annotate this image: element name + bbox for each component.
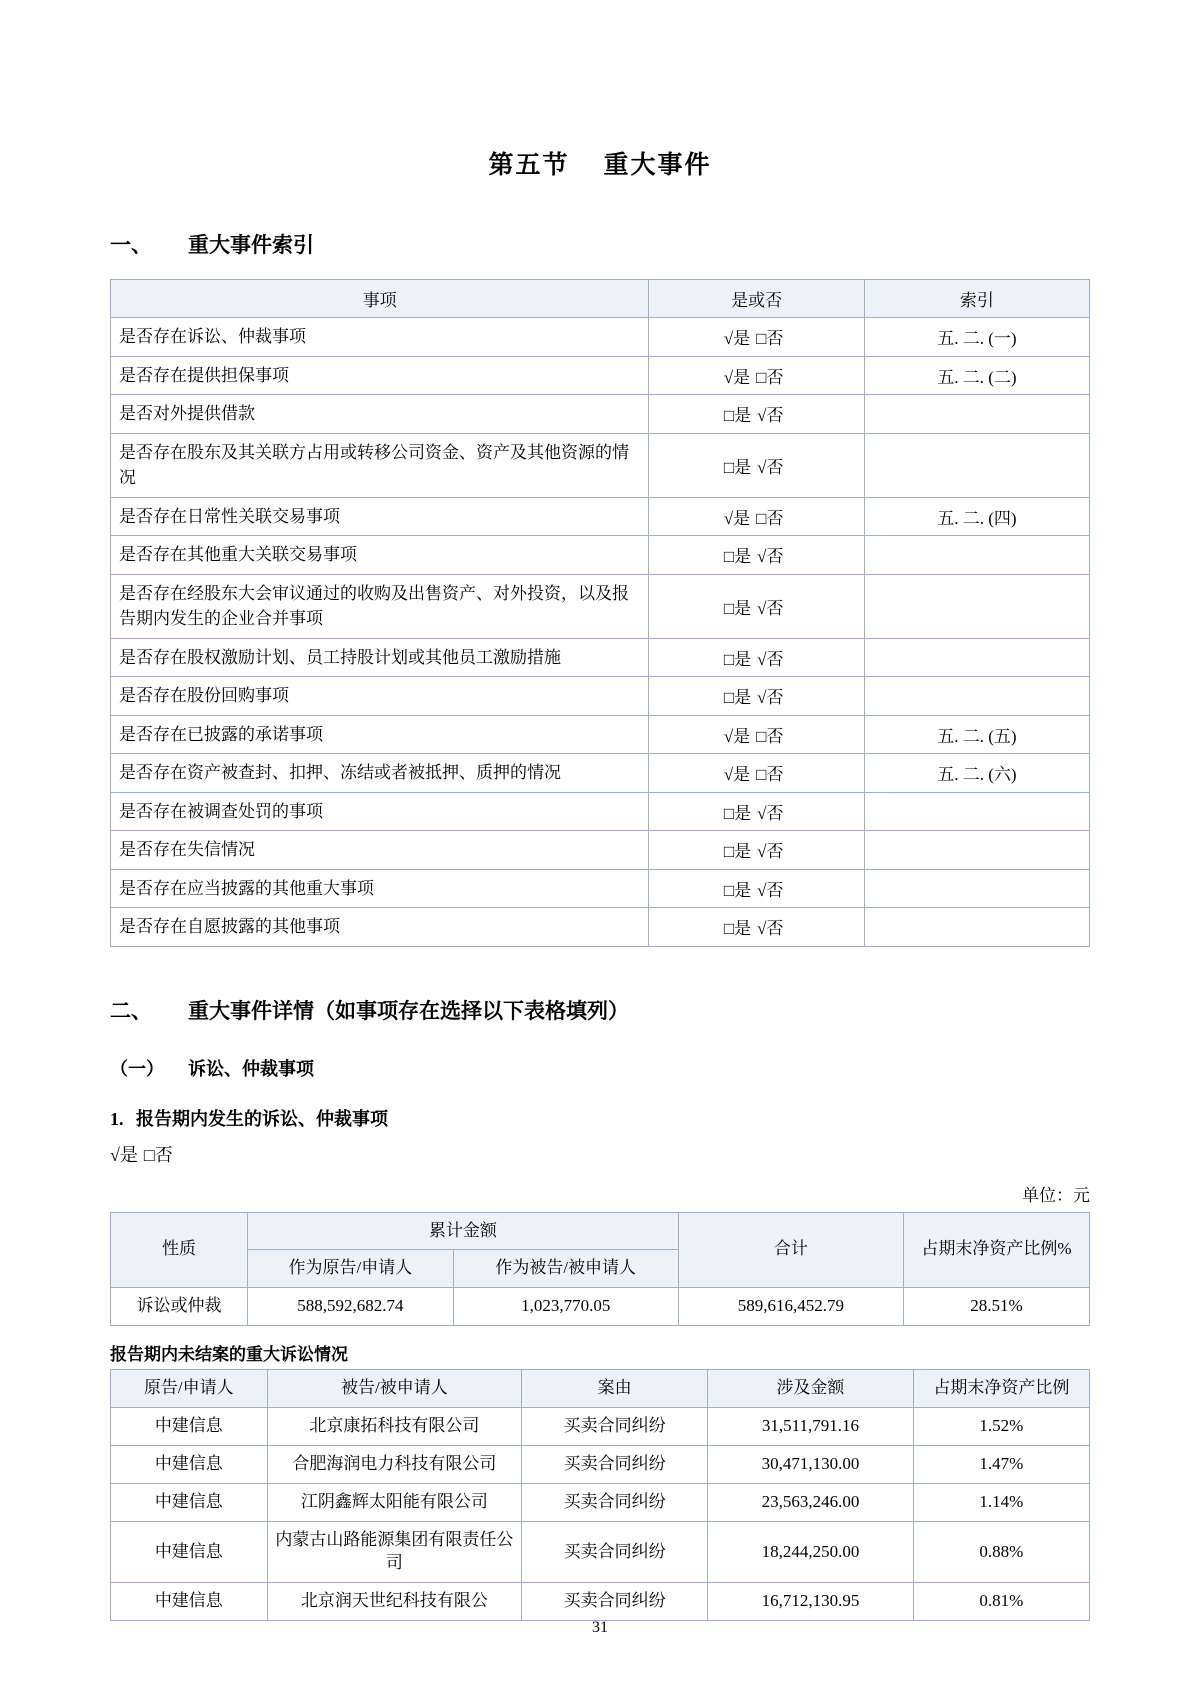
major-events-index-table: [110, 279, 1090, 947]
index-item-label: 是否存在已披露的承诺事项: [111, 715, 649, 754]
cell-cause: 买卖合同纠纷: [522, 1408, 708, 1446]
table-row: [111, 1288, 1090, 1326]
choice-no[interactable]: □否: [756, 508, 784, 528]
index-item-label: 是否存在应当披露的其他重大事项: [111, 869, 649, 908]
column-header-index: 索引: [864, 280, 1089, 318]
column-header-nature: 性质: [111, 1212, 248, 1288]
choice-yes[interactable]: □是: [723, 880, 752, 900]
choice-yes[interactable]: □是: [723, 688, 752, 708]
item-1-choice-row: [110, 1141, 1090, 1167]
subsection-1-title: 诉讼、仲裁事项: [188, 1058, 314, 1079]
choice-yes[interactable]: □是: [723, 842, 752, 862]
section-2-number: 二、: [110, 998, 152, 1023]
cell-total: 589,616,452.79: [678, 1288, 903, 1326]
choice-yes[interactable]: □是: [723, 803, 752, 823]
item-1-title: 报告期内发生的诉讼、仲裁事项: [136, 1108, 388, 1129]
choice-no[interactable]: √否: [757, 919, 784, 939]
table-row: [111, 908, 1090, 947]
cell-ratio: 0.88%: [913, 1522, 1089, 1583]
cell-nature: 诉讼或仲裁: [111, 1288, 248, 1326]
page-number: 31: [592, 1619, 608, 1636]
section-1-title: 重大事件索引: [188, 233, 314, 257]
index-item-reference: 五. 二. (二): [864, 356, 1089, 395]
index-item-choice: [649, 574, 864, 638]
index-item-reference: [864, 677, 1089, 716]
index-item-choice: [649, 677, 864, 716]
column-header-item: 事项: [111, 280, 649, 318]
index-item-label: 是否存在股权激励计划、员工持股计划或其他员工激励措施: [111, 638, 649, 677]
choice-no[interactable]: □否: [756, 765, 784, 785]
index-item-label: 是否存在股东及其关联方占用或转移公司资金、资产及其他资源的情况: [111, 433, 649, 497]
table-header-row: [111, 1370, 1090, 1408]
pending-litigation-table: [110, 1369, 1090, 1621]
choice-no[interactable]: □否: [143, 1144, 173, 1165]
choice-yes[interactable]: √是: [723, 726, 751, 746]
cell-ratio: 28.51%: [903, 1288, 1089, 1326]
index-item-choice: [649, 754, 864, 793]
index-item-choice: [649, 395, 864, 434]
index-item-reference: [864, 638, 1089, 677]
cell-ratio: 1.52%: [913, 1408, 1089, 1446]
cell-amount: 18,244,250.00: [708, 1522, 914, 1583]
cell-plaintiff: 中建信息: [111, 1408, 268, 1446]
choice-yes[interactable]: √是: [723, 508, 751, 528]
cell-amount: 30,471,130.00: [708, 1446, 914, 1484]
item-1-number: 1.: [110, 1108, 124, 1129]
index-item-label: 是否存在提供担保事项: [111, 356, 649, 395]
cell-cause: 买卖合同纠纷: [522, 1582, 708, 1620]
subsection-1-number: （一）: [110, 1058, 164, 1079]
choice-yes[interactable]: □是: [723, 919, 752, 939]
choice-yes[interactable]: □是: [723, 649, 752, 669]
table-row: [111, 1582, 1090, 1620]
cell-defendant: 北京润天世纪科技有限公: [267, 1582, 522, 1620]
index-item-reference: 五. 二. (六): [864, 754, 1089, 793]
table-row: [111, 1484, 1090, 1522]
cell-cause: 买卖合同纠纷: [522, 1446, 708, 1484]
choice-no[interactable]: √否: [757, 842, 784, 862]
choice-no[interactable]: √否: [757, 803, 784, 823]
page-title-main: 重大事件: [603, 152, 712, 179]
index-item-choice: [649, 638, 864, 677]
column-header-ratio: 占期末净资产比例: [913, 1370, 1089, 1408]
index-item-choice: [649, 433, 864, 497]
choice-no[interactable]: √否: [757, 406, 784, 426]
choice-yes[interactable]: √是: [723, 765, 751, 785]
column-header-amount: 涉及金额: [708, 1370, 914, 1408]
cell-cause: 买卖合同纠纷: [522, 1522, 708, 1583]
cell-plaintiff: 中建信息: [111, 1582, 268, 1620]
cell-plaintiff: 中建信息: [111, 1484, 268, 1522]
pending-litigation-title: 报告期内未结案的重大诉讼情况: [110, 1345, 348, 1365]
column-header-cause: 案由: [522, 1370, 708, 1408]
index-item-label: 是否存在其他重大关联交易事项: [111, 536, 649, 575]
cell-ratio: 1.14%: [913, 1484, 1089, 1522]
choice-no[interactable]: □否: [756, 367, 784, 387]
section-2-title: 重大事件详情（如事项存在选择以下表格填列）: [188, 998, 629, 1023]
cell-defendant: 北京康拓科技有限公司: [267, 1408, 522, 1446]
column-header-cumulative: 累计金额: [248, 1212, 679, 1250]
column-header-total: 合计: [678, 1212, 903, 1288]
index-item-choice: [649, 318, 864, 357]
choice-no[interactable]: √否: [757, 688, 784, 708]
choice-no[interactable]: □否: [756, 726, 784, 746]
choice-no[interactable]: □否: [756, 329, 784, 349]
index-item-label: 是否存在经股东大会审议通过的收购及出售资产、对外投资，以及报告期内发生的企业合并事项: [111, 574, 649, 638]
choice-yes[interactable]: √是: [723, 367, 751, 387]
column-header-defendant: 被告/被申请人: [267, 1370, 522, 1408]
choice-no[interactable]: √否: [757, 457, 784, 477]
cell-ratio: 0.81%: [913, 1582, 1089, 1620]
column-header-yesno: 是或否: [649, 280, 864, 318]
index-item-label: 是否对外提供借款: [111, 395, 649, 434]
choice-no[interactable]: √否: [757, 649, 784, 669]
index-item-label: 是否存在资产被查封、扣押、冻结或者被抵押、质押的情况: [111, 754, 649, 793]
subsection-1-heading: [110, 1055, 1090, 1081]
table-row: [111, 433, 1090, 497]
index-item-choice: [649, 869, 864, 908]
litigation-summary-table: [110, 1212, 1090, 1327]
table-row: [111, 574, 1090, 638]
table-row: [111, 638, 1090, 677]
cell-defendant: 合肥海润电力科技有限公司: [267, 1446, 522, 1484]
index-item-reference: [864, 908, 1089, 947]
table-row: [111, 1522, 1090, 1583]
item-1-heading: [110, 1105, 1090, 1131]
choice-no[interactable]: √否: [757, 598, 784, 618]
index-item-choice: [649, 536, 864, 575]
index-item-label: 是否存在被调查处罚的事项: [111, 792, 649, 831]
index-item-label: 是否存在失信情况: [111, 831, 649, 870]
table-header-row: [111, 280, 1090, 318]
index-item-label: 是否存在自愿披露的其他事项: [111, 908, 649, 947]
table-row: [111, 395, 1090, 434]
index-item-reference: [864, 869, 1089, 908]
cell-plaintiff: 中建信息: [111, 1446, 268, 1484]
section-2-heading: [110, 995, 1090, 1025]
table-row: [111, 1446, 1090, 1484]
choice-yes[interactable]: □是: [723, 406, 752, 426]
choice-yes[interactable]: □是: [723, 457, 752, 477]
section-1-heading: [110, 229, 1090, 259]
table-row: [111, 754, 1090, 793]
index-item-choice: [649, 792, 864, 831]
index-item-reference: [864, 395, 1089, 434]
cell-amount: 16,712,130.95: [708, 1582, 914, 1620]
index-item-label: 是否存在日常性关联交易事项: [111, 497, 649, 536]
column-header-plaintiff: 原告/申请人: [111, 1370, 268, 1408]
index-item-reference: 五. 二. (五): [864, 715, 1089, 754]
index-item-choice: [649, 356, 864, 395]
page-title-prefix: 第五节: [488, 152, 570, 179]
index-item-label: 是否存在诉讼、仲裁事项: [111, 318, 649, 357]
index-item-reference: [864, 536, 1089, 575]
table-row: [111, 318, 1090, 357]
index-item-choice: [649, 908, 864, 947]
cell-as-plaintiff: 588,592,682.74: [248, 1288, 454, 1326]
index-item-choice: [649, 831, 864, 870]
index-item-choice: [649, 497, 864, 536]
column-header-as-plaintiff: 作为原告/申请人: [248, 1250, 454, 1288]
table-row: [111, 792, 1090, 831]
table-row: [111, 1408, 1090, 1446]
index-item-reference: 五. 二. (一): [864, 318, 1089, 357]
choice-no[interactable]: √否: [757, 880, 784, 900]
choice-yes[interactable]: √是: [110, 1144, 138, 1165]
choice-no[interactable]: √否: [757, 547, 784, 567]
choice-yes[interactable]: √是: [723, 329, 751, 349]
table-row: [111, 356, 1090, 395]
cell-plaintiff: 中建信息: [111, 1522, 268, 1583]
table-row: [111, 536, 1090, 575]
index-item-reference: [864, 574, 1089, 638]
page-title: [110, 145, 1090, 181]
column-header-ratio: 占期末净资产比例%: [903, 1212, 1089, 1288]
unit-label: 单位：元: [1022, 1185, 1090, 1205]
cell-defendant: 内蒙古山路能源集团有限责任公司: [267, 1522, 522, 1583]
index-item-label: 是否存在股份回购事项: [111, 677, 649, 716]
section-1-number: 一、: [110, 233, 152, 257]
table-row: [111, 831, 1090, 870]
table-row: [111, 869, 1090, 908]
table-row: [111, 715, 1090, 754]
index-item-reference: 五. 二. (四): [864, 497, 1089, 536]
index-item-choice: [649, 715, 864, 754]
cell-defendant: 江阴鑫辉太阳能有限公司: [267, 1484, 522, 1522]
index-item-reference: [864, 831, 1089, 870]
cell-as-defendant: 1,023,770.05: [453, 1288, 678, 1326]
choice-yes[interactable]: □是: [723, 547, 752, 567]
choice-yes[interactable]: □是: [723, 598, 752, 618]
cell-amount: 23,563,246.00: [708, 1484, 914, 1522]
column-header-as-defendant: 作为被告/被申请人: [453, 1250, 678, 1288]
cell-ratio: 1.47%: [913, 1446, 1089, 1484]
index-item-reference: [864, 792, 1089, 831]
table-header-row: [111, 1212, 1090, 1250]
index-item-reference: [864, 433, 1089, 497]
table-row: [111, 677, 1090, 716]
table-row: [111, 497, 1090, 536]
cell-amount: 31,511,791.16: [708, 1408, 914, 1446]
cell-cause: 买卖合同纠纷: [522, 1484, 708, 1522]
